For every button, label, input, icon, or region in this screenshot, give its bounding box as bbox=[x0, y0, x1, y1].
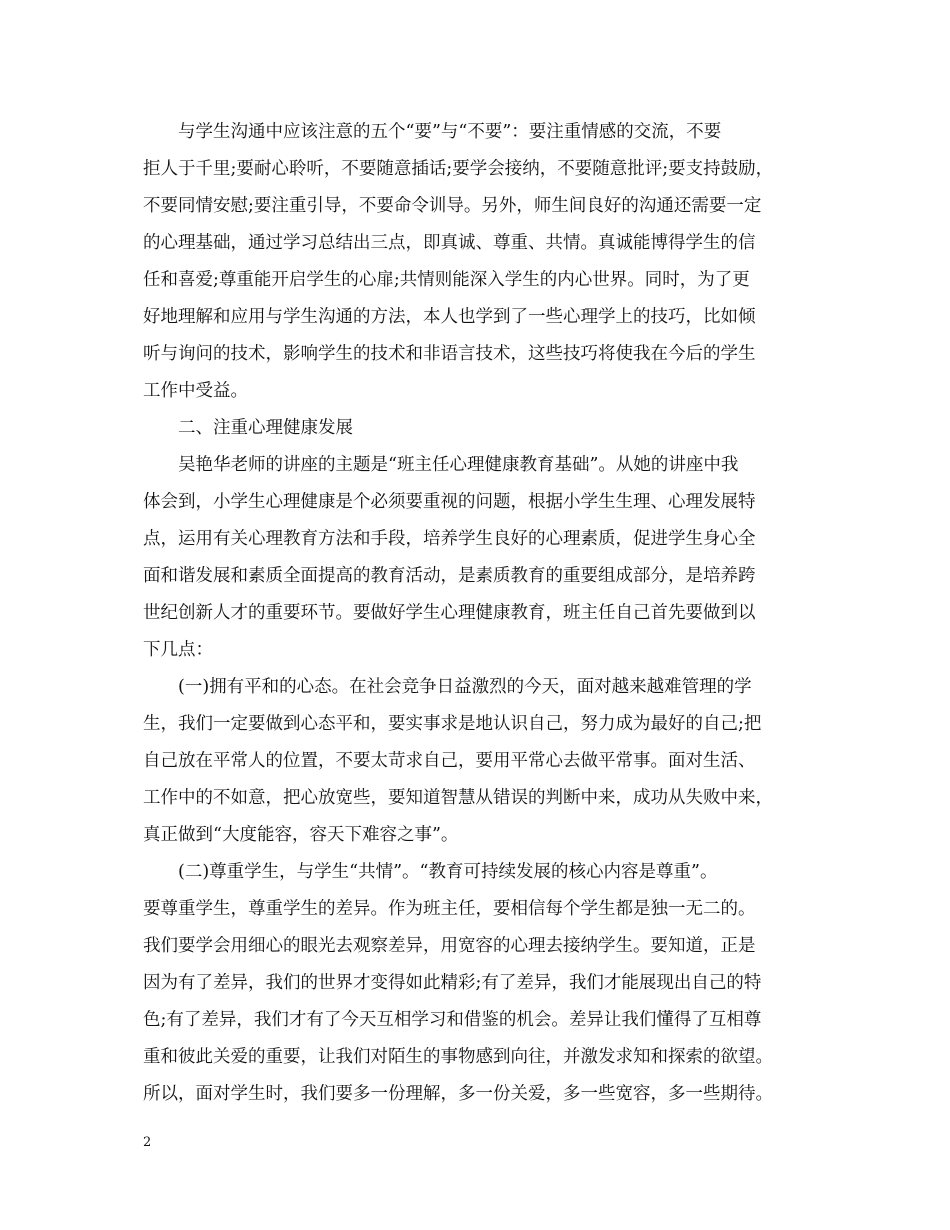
document-body bbox=[143, 114, 815, 1113]
text-line: 工作中的不如意，把心放宽些，要知道智慧从错误的判断中来，成功从失败中来， bbox=[143, 788, 773, 808]
text-line: 我们要学会用细心的眼光去观察差异，用宽容的心理去接纳学生。要知道，正是 bbox=[143, 936, 756, 956]
text-line: 吴艳华老师的讲座的主题是“班主任心理健康教育基础”。从她的讲座中我 bbox=[178, 455, 739, 475]
text-line: 听与询问的技术，影响学生的技术和非语言技术，这些技巧将使我在今后的学生 bbox=[143, 344, 756, 364]
text-line: 与学生沟通中应该注意的五个“要”与“不要”：要注重情感的交流，不要 bbox=[178, 122, 722, 142]
text-line: 不要同情安慰;要注重引导，不要命令训导。另外，师生间良好的沟通还需要一定 bbox=[143, 196, 762, 216]
text-line: 下几点： bbox=[143, 640, 213, 660]
text-line: 真正做到“大度能容，容天下难容之事”。 bbox=[143, 825, 459, 845]
text-line: 拒人于千里;要耐心聆听，不要随意插话;要学会接纳，不要随意批评;要支持鼓励， bbox=[143, 159, 774, 179]
text-line: 因为有了差异，我们的世界才变得如此精彩;有了差异，我们才能展现出自己的特 bbox=[143, 973, 762, 993]
text-line: 生，我们一定要做到心态平和，要实事求是地认识自己，努力成为最好的自己;把 bbox=[143, 714, 762, 734]
text-line: 色;有了差异，我们才有了今天互相学习和借鉴的机会。差异让我们懂得了互相尊 bbox=[143, 1010, 762, 1030]
text-line: 任和喜爱;尊重能开启学生的心扉;共情则能深入学生的内心世界。同时，为了更 bbox=[143, 270, 750, 290]
text-line: (二)尊重学生，与学生“共情”。“教育可持续发展的核心内容是尊重”。 bbox=[178, 862, 718, 882]
text-line: 所以，面对学生时，我们要多一份理解，多一份关爱，多一些宽容，多一些期待。 bbox=[143, 1084, 773, 1104]
text-line: 面和谐发展和素质全面提高的教育活动，是素质教育的重要组成部分，是培养跨 bbox=[143, 566, 756, 586]
text-line: 体会到，小学生心理健康是个必须要重视的问题，根据小学生生理、心理发展特 bbox=[143, 492, 756, 512]
text-line: 要尊重学生，尊重学生的差异。作为班主任，要相信每个学生都是独一无二的。 bbox=[143, 899, 756, 919]
text-line: (一)拥有平和的心态。在社会竞争日益激烈的今天，面对越来越难管理的学 bbox=[178, 677, 752, 697]
text-line: 好地理解和应用与学生沟通的方法，本人也学到了一些心理学上的技巧，比如倾 bbox=[143, 307, 756, 327]
page-number: 2 bbox=[143, 1135, 152, 1150]
text-line: 点，运用有关心理教育方法和手段，培养学生良好的心理素质，促进学生身心全 bbox=[143, 529, 756, 549]
text-line: 二、注重心理健康发展 bbox=[178, 418, 353, 438]
text-line: 世纪创新人才的重要环节。要做好学生心理健康教育，班主任自己首先要做到以 bbox=[143, 603, 756, 623]
text-line: 的心理基础，通过学习总结出三点，即真诚、尊重、共情。真诚能博得学生的信 bbox=[143, 233, 756, 253]
text-line: 自己放在平常人的位置，不要太苛求自己，要用平常心去做平常事。面对生活、 bbox=[143, 751, 756, 771]
text-line: 重和彼此关爱的重要，让我们对陌生的事物感到向往，并激发求知和探索的欲望。 bbox=[143, 1047, 773, 1067]
text-line: 工作中受益。 bbox=[143, 381, 248, 401]
